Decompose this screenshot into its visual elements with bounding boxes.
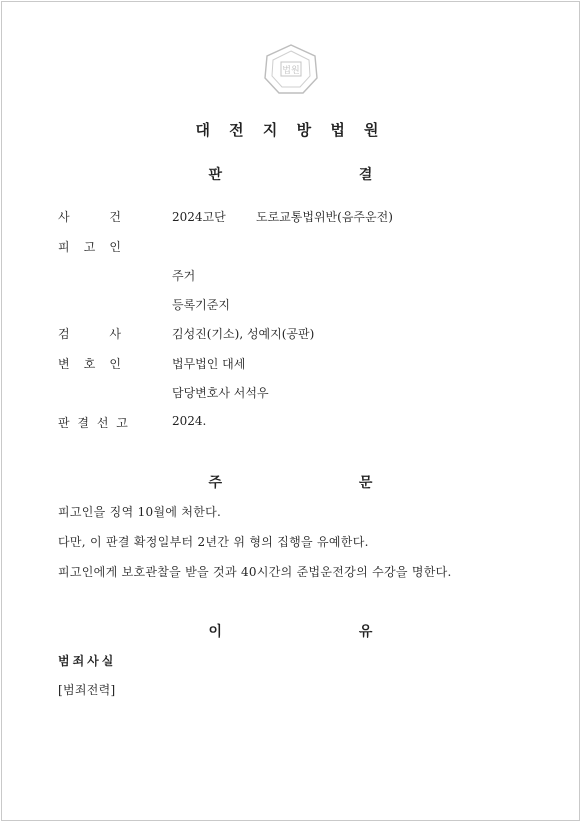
prosecutor-label: [58, 325, 121, 342]
facts-heading: 범죄사실: [58, 654, 117, 668]
sentencing-date: 2024.: [172, 414, 207, 428]
defendant-address: 주거: [172, 269, 196, 283]
prior-record-heading: [범죄전력]: [58, 683, 116, 697]
sentencing-label: 판 결 선 고: [58, 416, 130, 430]
counsel-firm: 법무법인 대세: [172, 357, 246, 371]
counsel-label-char: 호: [83, 357, 96, 371]
defendant-label-char: 피: [58, 240, 70, 254]
court-name: 대 전 지 방 법 원: [195, 121, 386, 139]
judgment-title: 판 결: [208, 167, 439, 183]
defendant-label: [58, 238, 121, 255]
prosecutor-label-char: 사: [109, 327, 121, 341]
prosecutor-value: 김성진(기소), 성예지(공판): [172, 327, 315, 341]
svg-text:법원: 법원: [282, 66, 300, 76]
counsel-label-char: 인: [109, 357, 121, 371]
order-heading: 주 문: [208, 475, 439, 491]
case-number: 2024고단: [172, 210, 226, 224]
counsel-label-char: 변: [58, 357, 70, 371]
defendant-label-char: 인: [109, 240, 121, 254]
case-label-char: 사: [58, 210, 70, 224]
case-label-char: 건: [109, 210, 121, 224]
defendant-label-char: 고: [83, 240, 96, 254]
defendant-registry: 등록기준지: [172, 298, 230, 312]
prosecutor-label-char: 검: [58, 327, 70, 341]
order-line: 피고인에게 보호관찰을 받을 것과 40시간의 준법운전강의 수강을 명한다.: [58, 565, 452, 579]
order-line: 다만, 이 판결 확정일부터 2년간 위 형의 집행을 유예한다.: [58, 535, 369, 549]
counsel-label: [58, 355, 121, 372]
case-label: [58, 208, 121, 225]
court-seal-icon: [262, 42, 320, 96]
counsel-lawyer: 담당변호사 서석우: [172, 386, 269, 400]
order-line: 피고인을 징역 10월에 처한다.: [58, 505, 222, 519]
reasons-heading: 이 유: [208, 624, 439, 640]
case-name: 도로교통법위반(음주운전): [256, 210, 393, 224]
